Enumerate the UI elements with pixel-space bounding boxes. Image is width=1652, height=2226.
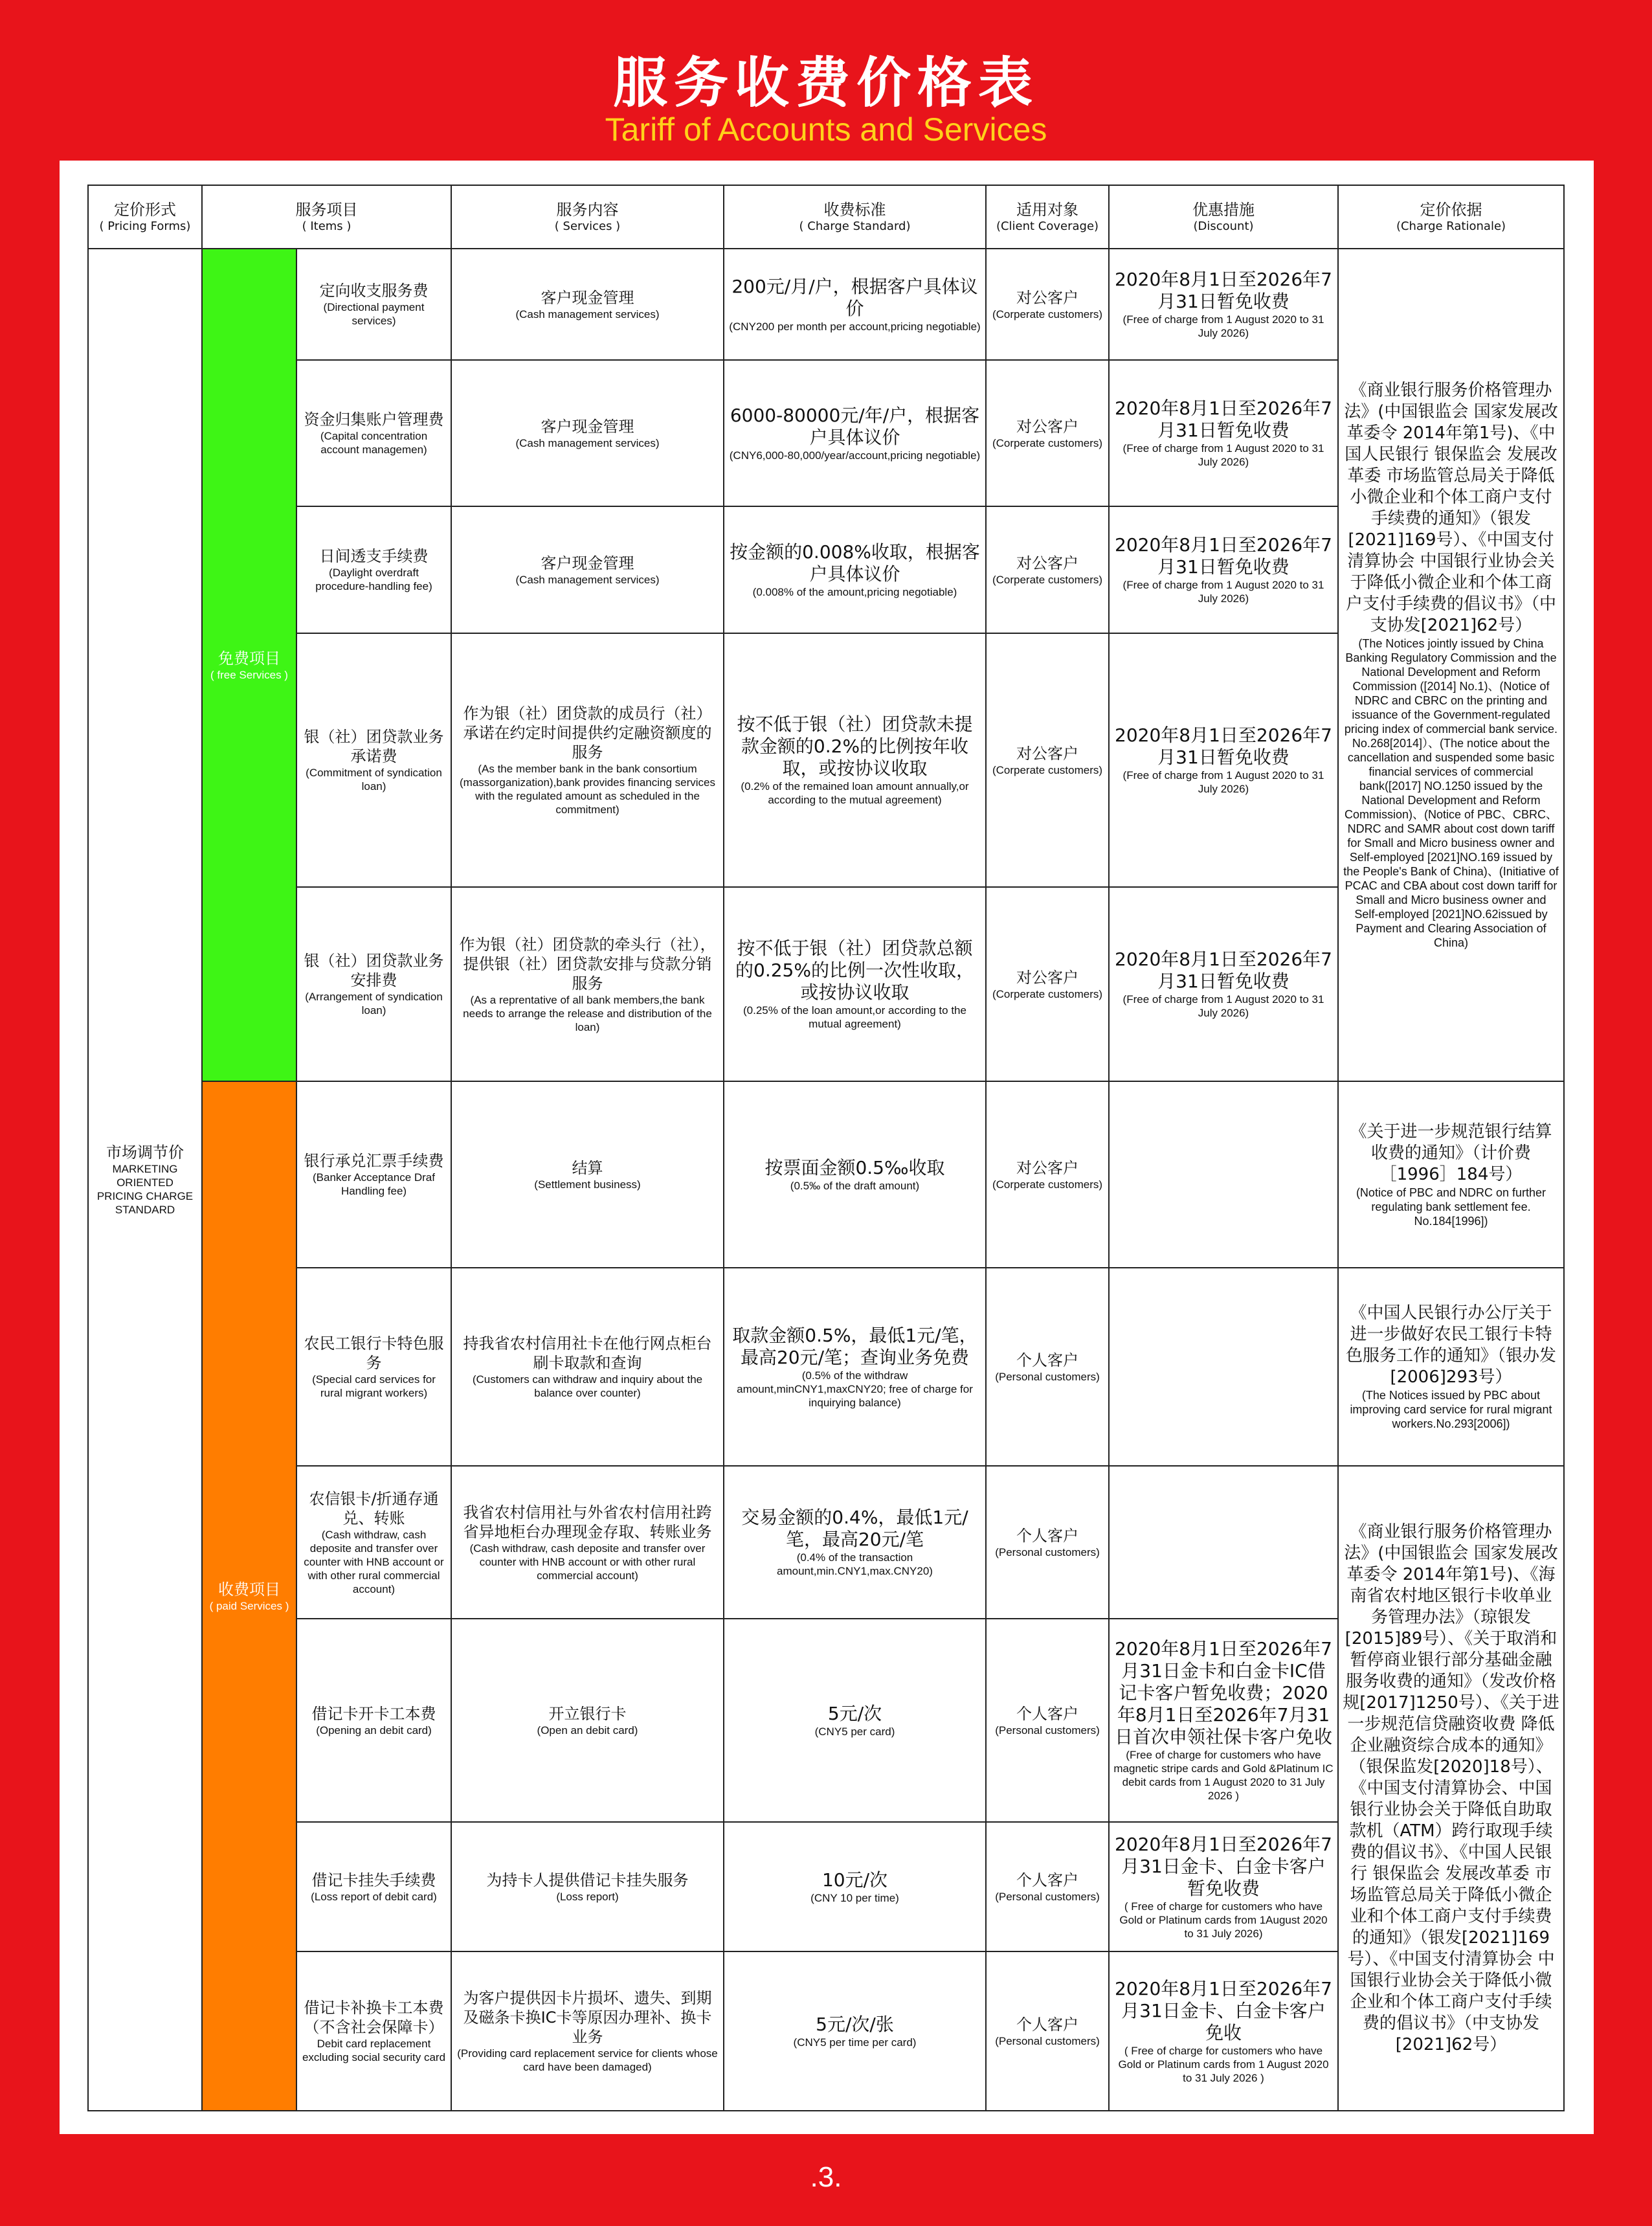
table-row [88, 1466, 1564, 1619]
service-cell: 客户现金管理 (Cash management services) [451, 360, 724, 506]
discount-cell: 2020年8月1日至2026年7月31日金卡和白金卡IC借记卡客户暂免收费；2020年8月1日至2026年7月31日首次申领社保卡客户免收 (Free of charge for customers who have magnetic stripe cards and Gold &Platinum IC debit cards from 1 August 2020 to 31 July 2026 ) [1109, 1619, 1338, 1822]
category-paid: 收费项目 ( paid Services ) [202, 1081, 296, 2111]
item-cell: 农信银卡/折通存通兑、转账 (Cash withdraw, cash deposite and transfer over counter with HNB account or with other rural commercial account) [296, 1466, 451, 1619]
page-title: 服务收费价格表 [612, 51, 1039, 115]
charge-cell: 10元/次 (CNY 10 per time) [724, 1822, 986, 1951]
table-row [88, 1081, 1564, 1268]
rationale-cell: 《商业银行服务价格管理办法》(中国银监会 国家发展改革委令 2014年第1号)、《海南省农村地区银行卡收单业务管理办法》（琼银发[2015]89号）、《关于取消和暂停商业银行部分基础金融服务收费的通知》（发改价格规[2017]1250号）、《关于进一步规范信贷融资收费 降低企业融资综合成本的通知》（银保监发[2020]18号）、《中国支付清算协会、中国银行业协会关于降低自助取款机（ATM）跨行取现手续费的倡议书》、《中国人民银行 银保监会 发展改革委 市场监管总局关于降低小微企业和个体工商户支付手续费的通知》（银发[2021]169号）、《中国支付清算协会 中国银行业协会关于降低小微企业和个体工商户支付手续费的倡议书》（中支协发[2021]62号） [1338, 1466, 1564, 2111]
discount-cell: 2020年8月1日至2026年7月31日暂免收费 (Free of charge from 1 August 2020 to 31 July 2026) [1109, 506, 1338, 633]
charge-cell: 按票面金额0.5‰收取 (0.5‰ of the draft amount) [724, 1081, 986, 1268]
table-row [88, 1268, 1564, 1466]
service-cell: 开立银行卡 (Open an debit card) [451, 1619, 724, 1822]
client-cell: 个人客户 (Personal customers) [986, 1619, 1109, 1822]
charge-cell: 5元/次 (CNY5 per card) [724, 1619, 986, 1822]
page-number: .3. [810, 2161, 842, 2193]
charge-cell: 按不低于银（社）团贷款总额的0.25%的比例一次性收取，或按协议收取 (0.25% of the loan amount,or according to the mutual agreement) [724, 887, 986, 1081]
item-cell: 银（社）团贷款业务承诺费 (Commitment of syndication loan) [296, 633, 451, 887]
client-cell: 个人客户 (Personal customers) [986, 1822, 1109, 1951]
client-cell: 个人客户 (Personal customers) [986, 1951, 1109, 2111]
header-items: 服务项目 ( Items ) [202, 185, 451, 249]
item-cell: 农民工银行卡特色服务 (Special card services for rural migrant workers) [296, 1268, 451, 1466]
client-cell: 对公客户 (Corperate customers) [986, 887, 1109, 1081]
item-cell: 日间透支手续费 (Daylight overdraft procedure-handling fee) [296, 506, 451, 633]
service-cell: 结算 (Settlement business) [451, 1081, 724, 1268]
client-cell: 对公客户 (Corperate customers) [986, 506, 1109, 633]
service-cell: 作为银（社）团贷款的成员行（社）承诺在约定时间提供约定融资额度的服务 (As the member bank in the bank consortium (massorganization),bank provides financing services with the regulated amount as scheduled in the commitment) [451, 633, 724, 887]
service-cell: 我省农村信用社与外省农村信用社跨省异地柜台办理现金存取、转账业务 (Cash withdraw, cash deposite and transfer over counter with HNB account or with other rural commercial account) [451, 1466, 724, 1619]
category-free: 免费项目 ( free Services ) [202, 249, 296, 1081]
charge-cell: 取款金额0.5%，最低1元/笔，最高20元/笔；查询业务免费 (0.5% of the withdraw amount,minCNY1,maxCNY20; free of charge for inquirying balance) [724, 1268, 986, 1466]
rationale-cell: 《中国人民银行办公厅关于进一步做好农民工银行卡特色服务工作的通知》（银办发[2006]293号） (The Notices issued by PBC about improving card service for rural migrant workers.No.293[2006]) [1338, 1268, 1564, 1466]
charge-cell: 5元/次/张 (CNY5 per time per card) [724, 1951, 986, 2111]
header-charge-standard: 收费标准 ( Charge Standard) [724, 185, 986, 249]
tariff-table [87, 185, 1565, 2111]
item-cell: 银行承兑汇票手续费 (Banker Acceptance Draf Handling fee) [296, 1081, 451, 1268]
item-cell: 借记卡补换卡工本费（不含社会保障卡） Debit card replacement excluding social security card [296, 1951, 451, 2111]
service-cell: 客户现金管理 (Cash management services) [451, 506, 724, 633]
discount-cell: 2020年8月1日至2026年7月31日暂免收费 (Free of charge from 1 August 2020 to 31 July 2026) [1109, 887, 1338, 1081]
client-cell: 对公客户 (Corperate customers) [986, 249, 1109, 360]
discount-cell [1109, 1268, 1338, 1466]
table-row [88, 249, 1564, 360]
item-cell: 借记卡挂失手续费 (Loss report of debit card) [296, 1822, 451, 1951]
rationale-cell: 《商业银行服务价格管理办法》(中国银监会 国家发展改革委令 2014年第1号)、《中国人民银行 银保监会 发展改革委 市场监管总局关于降低小微企业和个体工商户支付手续费的通知》（银发[2021]169号）、《中国支付清算协会 中国银行业协会关于降低小微企业和个体工商户支付手续费的倡议书》（中支协发[2021]62号） (The Notices jointly issued by China Banking Regulatory Commission and the National Development and Reform Commission ([2014] No.1)、(Notice of NDRC and CBRC on the printing and issuance of the Government-regulated pricing index of commercial bank service. No.268[2014]）、(The notice about the cancellation and suspended some basic financial services of commercial bank([2017] NO.1250 issued by the National Development and Reform Commission)、(Notice of PBC、CBRC、NDRC and SAMR about cost down tariff for Small and Micro business owner and Self-employed [2021]NO.169 issued by the People's Bank of China)、(Initiative of PCAC and CBA about cost down tariff for Small and Micro business owner and Self-employed [2021]NO.62issued by Payment and Clearing Association of China) [1338, 249, 1564, 1081]
header-services: 服务内容 ( Services ) [451, 185, 724, 249]
discount-cell: 2020年8月1日至2026年7月31日金卡、白金卡客户免收 ( Free of charge for customers who have Gold or Platinum cards from 1 August 2020 to 31 July 2026 ) [1109, 1951, 1338, 2111]
charge-cell: 按不低于银（社）团贷款未提款金额的0.2%的比例按年收取，或按协议收取 (0.2% of the remained loan amount annually,or according to the mutual agreement) [724, 633, 986, 887]
service-cell: 客户现金管理 (Cash management services) [451, 249, 724, 360]
client-cell: 个人客户 (Personal customers) [986, 1268, 1109, 1466]
service-cell: 持我省农村信用社卡在他行网点柜台刷卡取款和查询 (Customers can withdraw and inquiry about the balance over counter) [451, 1268, 724, 1466]
header-discount: 优惠措施 (Discount) [1109, 185, 1338, 249]
header-pricing-form: 定价形式 ( Pricing Forms) [88, 185, 202, 249]
discount-cell: 2020年8月1日至2026年7月31日金卡、白金卡客户暂免收费 ( Free of charge for customers who have Gold or Platinum cards from 1August 2020 to 31 July 2026) [1109, 1822, 1338, 1951]
header-client-coverage: 适用对象 (Client Coverage) [986, 185, 1109, 249]
charge-cell: 6000-80000元/年/户，根据客户具体议价 (CNY6,000-80,000/year/account,pricing negotiable) [724, 360, 986, 506]
item-cell: 定向收支服务费 (Directional payment services) [296, 249, 451, 360]
client-cell: 对公客户 (Corperate customers) [986, 360, 1109, 506]
charge-cell: 按金额的0.008%收取，根据客户具体议价 (0.008% of the amount,pricing negotiable) [724, 506, 986, 633]
discount-cell [1109, 1466, 1338, 1619]
discount-cell [1109, 1081, 1338, 1268]
header-row [88, 185, 1564, 249]
client-cell: 对公客户 (Corperate customers) [986, 1081, 1109, 1268]
item-cell: 银（社）团贷款业务安排费 (Arrangement of syndication loan) [296, 887, 451, 1081]
client-cell: 个人客户 (Personal customers) [986, 1466, 1109, 1619]
service-cell: 作为银（社）团贷款的牵头行（社），提供银（社）团贷款安排与贷款分销服务 (As a reprentative of all bank members,the bank needs to arrange the release and distribution of the loan) [451, 887, 724, 1081]
discount-cell: 2020年8月1日至2026年7月31日暂免收费 (Free of charge from 1 August 2020 to 31 July 2026) [1109, 633, 1338, 887]
pricing-form-cell: 市场调节价 MARKETING ORIENTED PRICING CHARGE STANDARD [88, 249, 202, 2111]
charge-cell: 交易金额的0.4%，最低1元/笔，最高20元/笔 (0.4% of the transaction amount,min.CNY1,max.CNY20) [724, 1466, 986, 1619]
service-cell: 为客户提供因卡片损坏、遗失、到期及磁条卡换IC卡等原因办理补、换卡业务 (Providing card replacement service for clients whose card have been damaged) [451, 1951, 724, 2111]
discount-cell: 2020年8月1日至2026年7月31日暂免收费 (Free of charge from 1 August 2020 to 31 July 2026) [1109, 249, 1338, 360]
discount-cell: 2020年8月1日至2026年7月31日暂免收费 (Free of charge from 1 August 2020 to 31 July 2026) [1109, 360, 1338, 506]
rationale-cell: 《关于进一步规范银行结算收费的通知》（计价费［1996］184号） (Notice of PBC and NDRC on further regulating bank settlement fee. No.184[1996]) [1338, 1081, 1564, 1268]
header-charge-rationale: 定价依据 (Charge Rationale) [1338, 185, 1564, 249]
charge-cell: 200元/月/户，根据客户具体议价 (CNY200 per month per account,pricing negotiable) [724, 249, 986, 360]
page-subtitle: Tariff of Accounts and Services [605, 111, 1047, 148]
client-cell: 对公客户 (Corperate customers) [986, 633, 1109, 887]
service-cell: 为持卡人提供借记卡挂失服务 (Loss report) [451, 1822, 724, 1951]
item-cell: 资金归集账户管理费 (Capital concentration account managemen) [296, 360, 451, 506]
item-cell: 借记卡开卡工本费 (Opening an debit card) [296, 1619, 451, 1822]
